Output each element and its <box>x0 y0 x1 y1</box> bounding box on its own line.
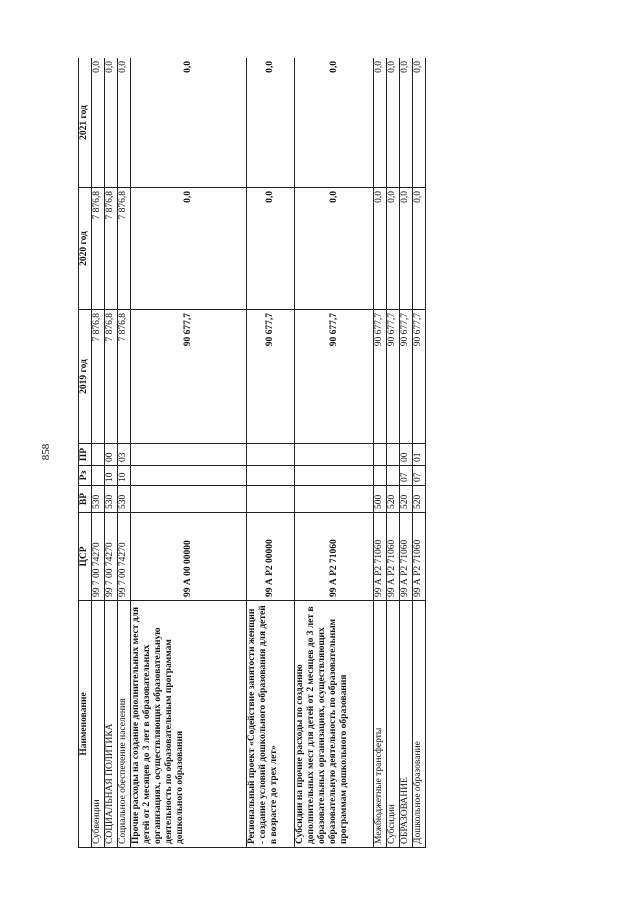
cell-rz: 10 <box>105 466 118 486</box>
cell-2021: 0,0 <box>92 58 105 188</box>
cell-rz <box>247 466 295 486</box>
cell-rz <box>295 466 374 486</box>
cell-2020: 0,0 <box>387 188 400 310</box>
cell-csr: 99 А Р2 00000 <box>247 513 295 601</box>
cell-pr: 01 <box>413 444 426 466</box>
cell-vr <box>131 486 247 513</box>
cell-2019: 7 876,8 <box>105 310 118 444</box>
cell-vr: 500 <box>374 486 387 513</box>
cell-2021: 0,0 <box>105 58 118 188</box>
cell-pr <box>374 444 387 466</box>
cell-csr: 99 А Р2 71060 <box>387 513 400 601</box>
table-row <box>400 58 413 848</box>
col-header-2021: 2021 год <box>79 58 92 188</box>
col-header-2019: 2019 год <box>79 310 92 444</box>
col-header-2020: 2020 год <box>79 188 92 310</box>
col-header-name: Наименование <box>79 601 92 848</box>
cell-vr: 530 <box>118 486 131 513</box>
cell-rz: 07 <box>413 466 426 486</box>
table-row <box>92 58 105 848</box>
cell-name: ОБРАЗОВАНИЕ <box>400 601 413 848</box>
cell-vr <box>247 486 295 513</box>
cell-rz <box>374 466 387 486</box>
cell-name: Социальное обеспечение населения <box>118 601 131 848</box>
cell-csr: 99 А Р2 71060 <box>413 513 426 601</box>
cell-2020: 0,0 <box>247 188 295 310</box>
cell-rz: 07 <box>400 466 413 486</box>
cell-2021: 0,0 <box>118 58 131 188</box>
cell-2019: 90 677,7 <box>295 310 374 444</box>
cell-2019: 90 677,7 <box>413 310 426 444</box>
cell-name: Межбюджетные трансферты <box>374 601 387 848</box>
cell-2020: 0,0 <box>295 188 374 310</box>
cell-2021: 0,0 <box>295 58 374 188</box>
table-header-row <box>79 58 92 848</box>
cell-pr: 03 <box>118 444 131 466</box>
cell-2020: 7 876,8 <box>105 188 118 310</box>
cell-2019: 7 876,8 <box>92 310 105 444</box>
cell-name: Субвенции <box>92 601 105 848</box>
cell-2020: 7 876,8 <box>92 188 105 310</box>
col-header-rz: Рз <box>79 466 92 486</box>
cell-name: Дошкольное образование <box>413 601 426 848</box>
cell-vr: 520 <box>400 486 413 513</box>
cell-rz <box>387 466 400 486</box>
cell-name: Региональный проект «Содействие занятости женщин - создание условий дошкольного образования для детей в возрасте до трех лет» <box>247 601 295 848</box>
cell-rz <box>131 466 247 486</box>
cell-vr: 520 <box>413 486 426 513</box>
cell-vr <box>295 486 374 513</box>
cell-csr: 99 7 00 74270 <box>105 513 118 601</box>
table-row <box>387 58 400 848</box>
table-row <box>105 58 118 848</box>
cell-pr <box>387 444 400 466</box>
cell-csr: 99 А Р2 71060 <box>374 513 387 601</box>
cell-pr <box>131 444 247 466</box>
cell-csr: 99 7 00 74270 <box>92 513 105 601</box>
table-row <box>247 58 295 848</box>
cell-pr: 00 <box>400 444 413 466</box>
cell-name: СОЦИАЛЬНАЯ ПОЛИТИКА <box>105 601 118 848</box>
cell-2020: 0,0 <box>400 188 413 310</box>
cell-2019: 90 677,7 <box>387 310 400 444</box>
cell-vr: 520 <box>387 486 400 513</box>
cell-csr: 99 7 00 74270 <box>118 513 131 601</box>
cell-pr <box>247 444 295 466</box>
page-number: 858 <box>40 443 52 461</box>
cell-2020: 7 876,8 <box>118 188 131 310</box>
cell-rz <box>92 466 105 486</box>
cell-pr <box>295 444 374 466</box>
table-row <box>118 58 131 848</box>
cell-rz: 10 <box>118 466 131 486</box>
cell-2019: 90 677,7 <box>131 310 247 444</box>
col-header-pr: ПР <box>79 444 92 466</box>
cell-2020: 0,0 <box>374 188 387 310</box>
cell-csr: 99 А 00 00000 <box>131 513 247 601</box>
cell-2021: 0,0 <box>374 58 387 188</box>
table-row <box>413 58 426 848</box>
col-header-vr: ВР <box>79 486 92 513</box>
table-row <box>131 58 247 848</box>
cell-name: Прочие расходы на создание дополнительных мест для детей от 2 месяцев до 3 лет в образовательных организациях, осуществляющих образовательную деятельность по образовательным программам дошкольного образования <box>131 601 247 848</box>
cell-name: Субсидии <box>387 601 400 848</box>
cell-2019: 90 677,7 <box>400 310 413 444</box>
cell-pr <box>92 444 105 466</box>
cell-name: Субсидии на прочие расходы по созданию дополнительных мест для детей от 2 месяцев до 3 лет в образовательных организациях, осуществляющих образовательную деятельность по образовательным программам дошкольного образования <box>295 601 374 848</box>
cell-csr: 99 А Р2 71060 <box>295 513 374 601</box>
cell-csr: 99 А Р2 71060 <box>400 513 413 601</box>
cell-2020: 0,0 <box>131 188 247 310</box>
cell-pr: 00 <box>105 444 118 466</box>
cell-2021: 0,0 <box>413 58 426 188</box>
table-row <box>374 58 387 848</box>
cell-vr: 530 <box>105 486 118 513</box>
budget-table-container <box>78 58 568 848</box>
cell-vr: 530 <box>92 486 105 513</box>
cell-2019: 90 677,7 <box>374 310 387 444</box>
budget-table <box>78 58 426 848</box>
cell-2021: 0,0 <box>131 58 247 188</box>
cell-2021: 0,0 <box>247 58 295 188</box>
cell-2019: 90 677,7 <box>247 310 295 444</box>
cell-2021: 0,0 <box>387 58 400 188</box>
cell-2020: 0,0 <box>413 188 426 310</box>
table-row <box>295 58 374 848</box>
cell-2021: 0,0 <box>400 58 413 188</box>
col-header-csr: ЦСР <box>79 513 92 601</box>
cell-2019: 7 876,8 <box>118 310 131 444</box>
